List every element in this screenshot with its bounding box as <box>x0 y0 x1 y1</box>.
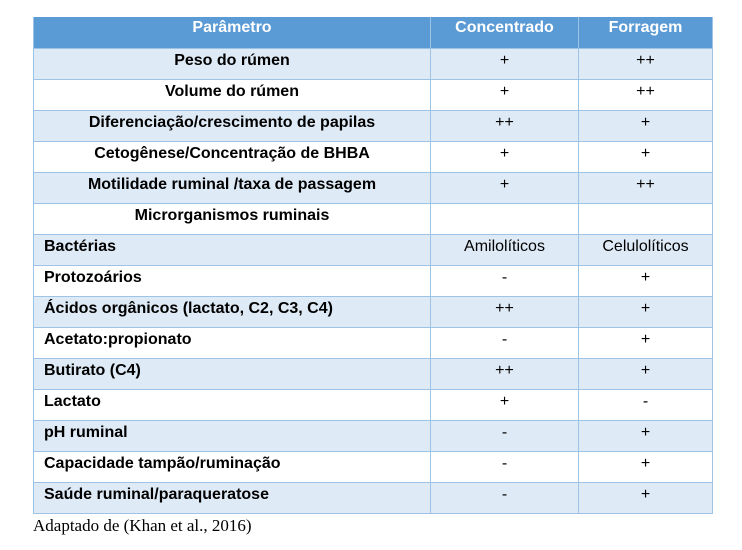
table-row <box>34 420 713 451</box>
parameter-cell: pH ruminal <box>34 420 431 451</box>
table-row <box>34 451 713 482</box>
forragem-cell: + <box>579 482 713 513</box>
forragem-cell: + <box>579 358 713 389</box>
parameter-cell: Motilidade ruminal /taxa de passagem <box>34 172 431 203</box>
header-parametro: Parâmetro <box>34 17 431 48</box>
parameter-cell: Volume do rúmen <box>34 79 431 110</box>
concentrado-cell: - <box>431 420 579 451</box>
concentrado-cell: ++ <box>431 110 579 141</box>
concentrado-cell: - <box>431 451 579 482</box>
concentrado-cell: + <box>431 172 579 203</box>
forragem-cell: + <box>579 327 713 358</box>
header-forragem: Forragem <box>579 17 713 48</box>
concentrado-cell: ++ <box>431 358 579 389</box>
parameter-cell: Butirato (C4) <box>34 358 431 389</box>
forragem-cell: ++ <box>579 172 713 203</box>
parameter-cell: Cetogênese/Concentração de BHBA <box>34 141 431 172</box>
parameter-cell: Saúde ruminal/paraqueratose <box>34 482 431 513</box>
parameter-cell: Bactérias <box>34 234 431 265</box>
forragem-cell: Celulolíticos <box>579 234 713 265</box>
comparison-table <box>33 17 713 514</box>
table-row <box>34 234 713 265</box>
table-row <box>34 358 713 389</box>
concentrado-cell: + <box>431 389 579 420</box>
parameter-cell: Diferenciação/crescimento de papilas <box>34 110 431 141</box>
forragem-cell: - <box>579 389 713 420</box>
parameter-cell: Microrganismos ruminais <box>34 203 431 234</box>
parameter-cell: Peso do rúmen <box>34 48 431 79</box>
concentrado-cell: + <box>431 79 579 110</box>
table-caption: Adaptado de (Khan et al., 2016) <box>33 516 252 535</box>
table-row <box>34 482 713 513</box>
parameter-cell: Lactato <box>34 389 431 420</box>
table-body <box>34 48 713 513</box>
forragem-cell: + <box>579 420 713 451</box>
table-row <box>34 327 713 358</box>
table-row <box>34 48 713 79</box>
table-row <box>34 79 713 110</box>
parameter-cell: Ácidos orgânicos (lactato, C2, C3, C4) <box>34 296 431 327</box>
table-header-row <box>34 17 713 48</box>
concentrado-cell: - <box>431 265 579 296</box>
forragem-cell: + <box>579 141 713 172</box>
forragem-cell: + <box>579 451 713 482</box>
concentrado-cell: ++ <box>431 296 579 327</box>
forragem-cell: + <box>579 265 713 296</box>
concentrado-cell: Amilolíticos <box>431 234 579 265</box>
header-concentrado: Concentrado <box>431 17 579 48</box>
table-row <box>34 296 713 327</box>
parameter-cell: Capacidade tampão/ruminação <box>34 451 431 482</box>
table-row <box>34 389 713 420</box>
parameter-cell: Acetato:propionato <box>34 327 431 358</box>
concentrado-cell <box>431 203 579 234</box>
forragem-cell: ++ <box>579 48 713 79</box>
table-row <box>34 203 713 234</box>
concentrado-cell: + <box>431 48 579 79</box>
table-row <box>34 110 713 141</box>
forragem-cell: + <box>579 110 713 141</box>
forragem-cell <box>579 203 713 234</box>
forragem-cell: ++ <box>579 79 713 110</box>
concentrado-cell: - <box>431 327 579 358</box>
concentrado-cell: - <box>431 482 579 513</box>
forragem-cell: + <box>579 296 713 327</box>
parameter-cell: Protozoários <box>34 265 431 296</box>
table-row <box>34 172 713 203</box>
table-row <box>34 141 713 172</box>
concentrado-cell: + <box>431 141 579 172</box>
table-row <box>34 265 713 296</box>
